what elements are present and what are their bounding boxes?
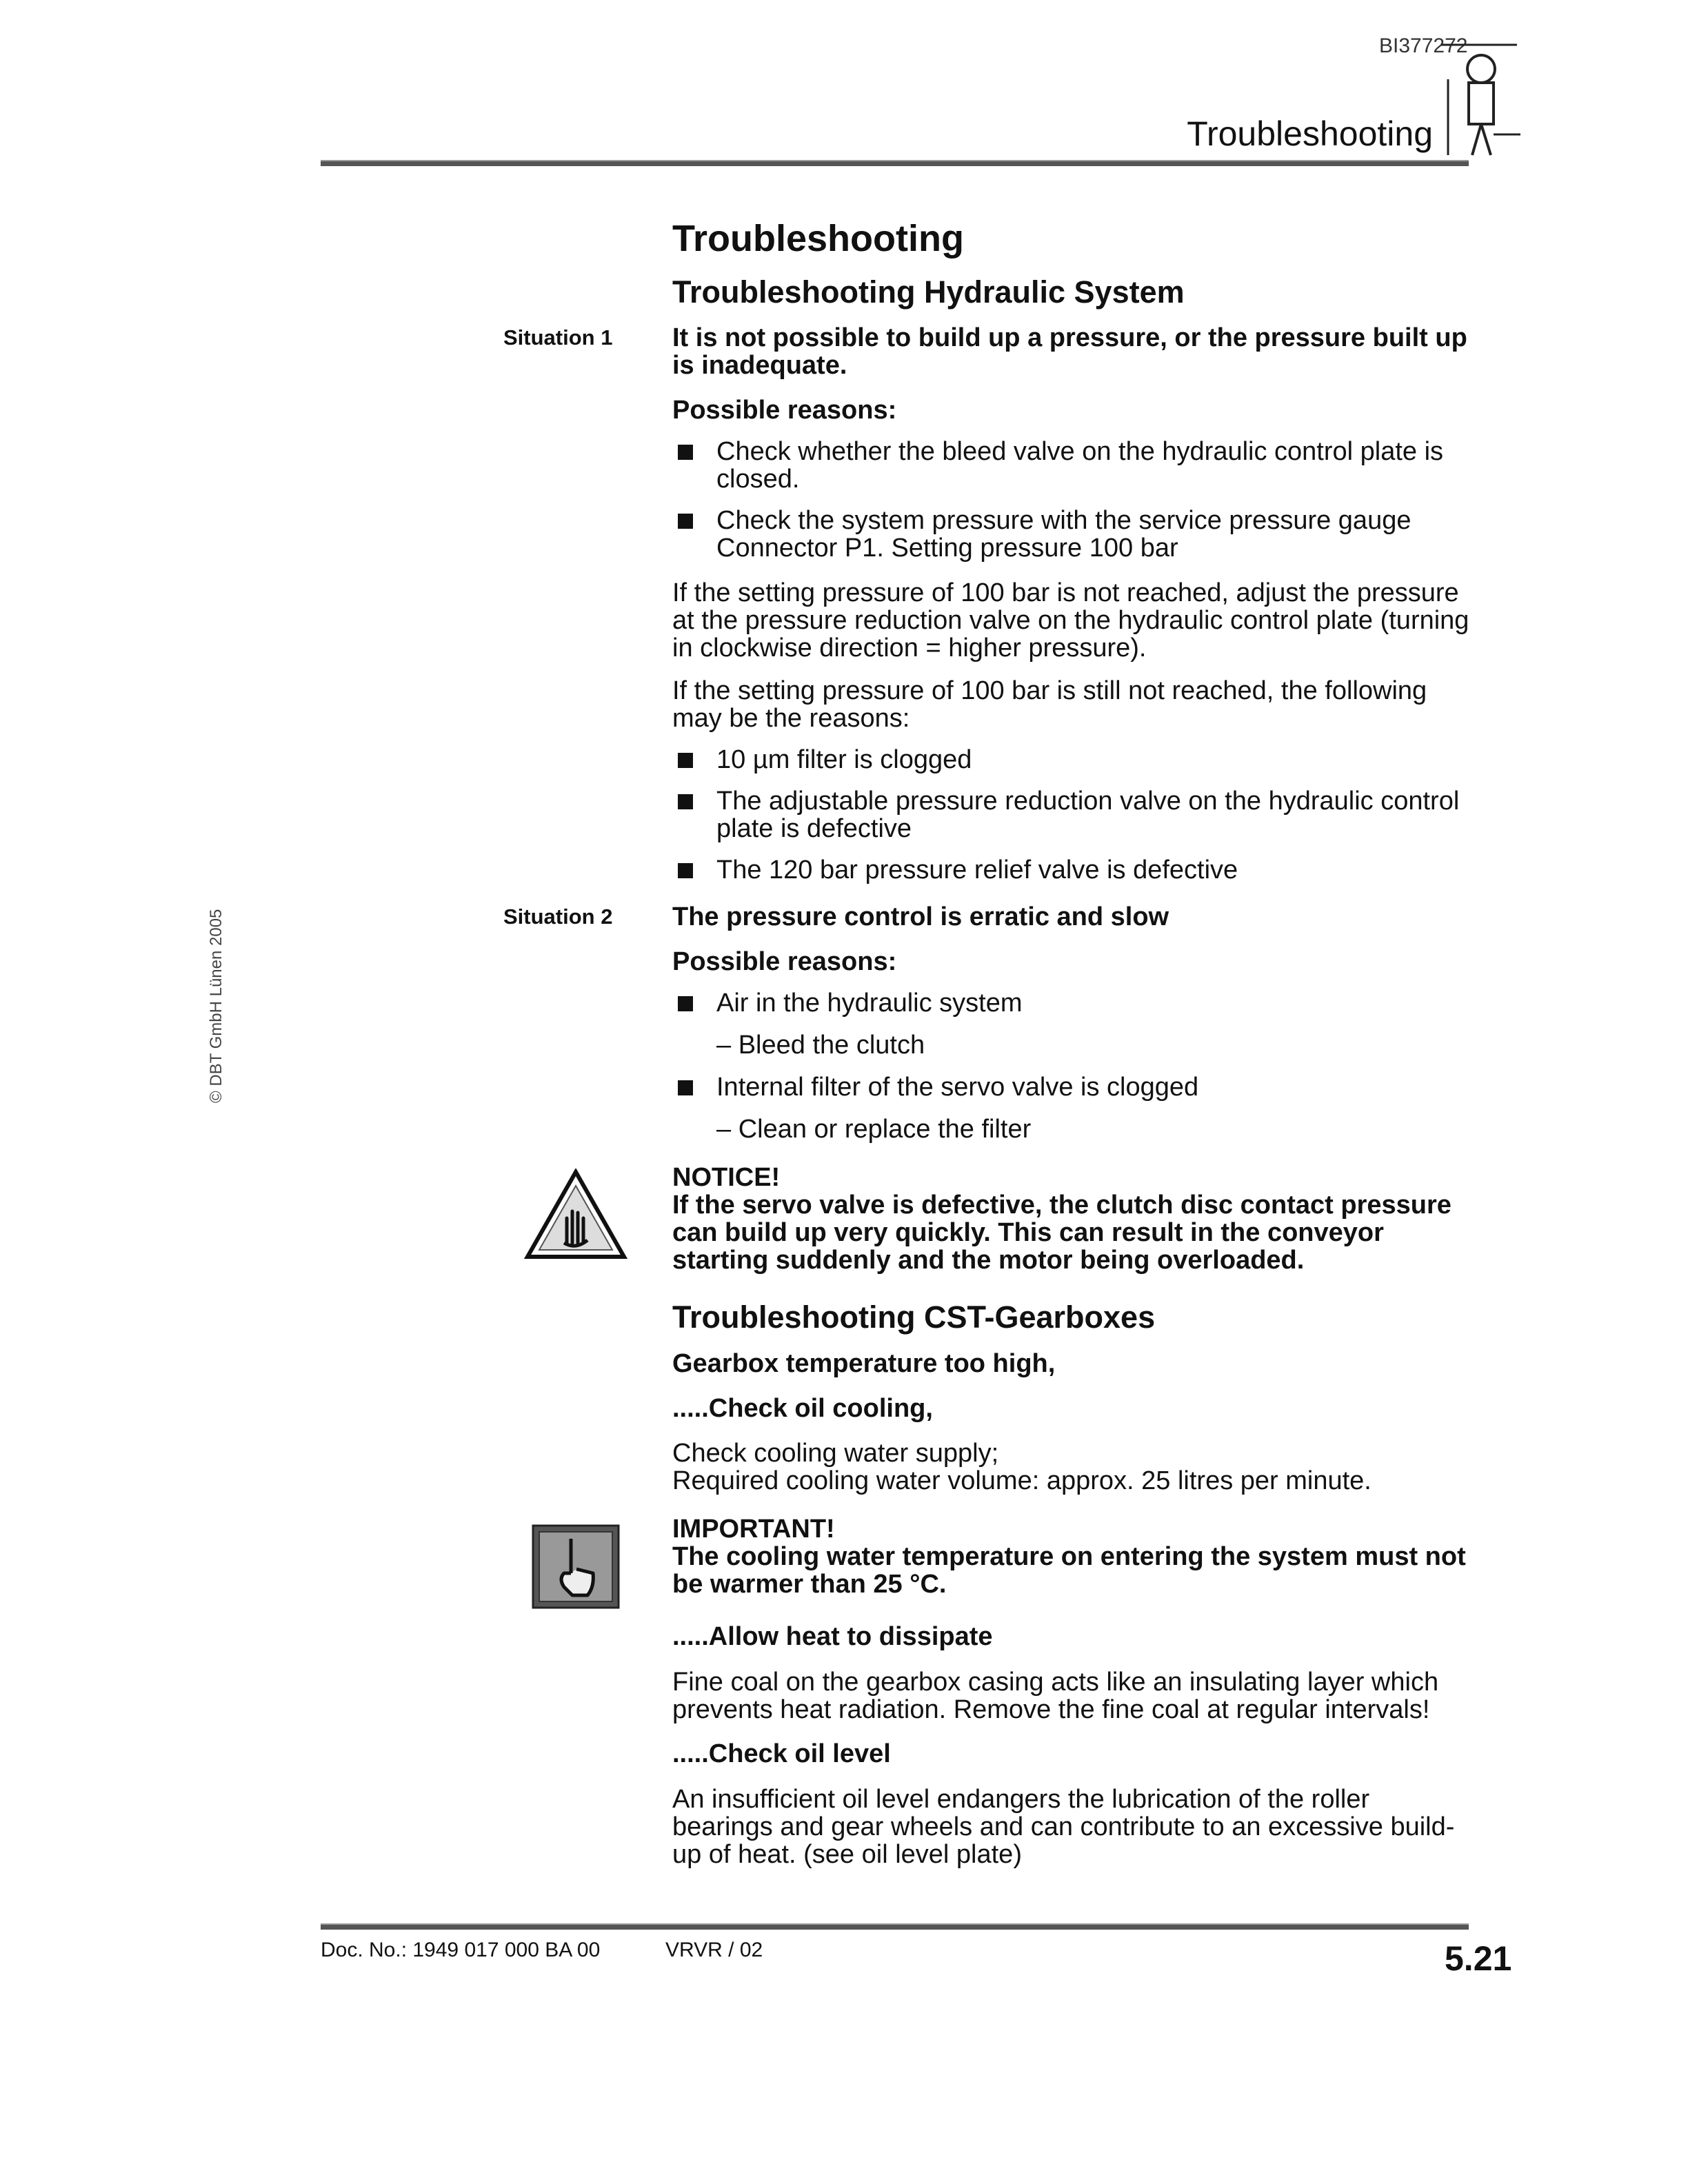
copyright-sidebar: © DBT GmbH Lünen 2005 — [207, 909, 225, 1103]
version: VRVR / 02 — [665, 1939, 763, 1961]
bullet-square-icon — [678, 445, 693, 460]
bullet-square-icon — [678, 996, 693, 1011]
list-item — [672, 1073, 1472, 1101]
list-item-text: The adjustable pressure reduction valve on the hydraulic control plate is defective — [716, 787, 1460, 843]
oil-cooling-heading: .....Check oil cooling, — [672, 1394, 933, 1423]
list-item — [672, 787, 1472, 842]
list-item — [672, 507, 1472, 562]
situation-2-bullet-1 — [672, 989, 1472, 1031]
oil-level-heading: .....Check oil level — [672, 1739, 891, 1768]
list-item — [672, 746, 1472, 774]
situation-2-reasons-heading: Possible reasons: — [672, 947, 897, 976]
bullet-square-icon — [678, 794, 693, 809]
situation-2-problem: The pressure control is erratic and slow — [672, 902, 1169, 931]
heat-heading: .....Allow heat to dissipate — [672, 1622, 993, 1651]
section-heading-gearbox: Troubleshooting CST-Gearboxes — [672, 1300, 1156, 1335]
bullet-square-icon — [678, 753, 693, 768]
list-item-text: Check the system pressure with the service pressure gauge Connector P1. Setting pressure 100 bar — [716, 506, 1411, 563]
oil-level-text: An insufficient oil level endangers the lubrication of the roller bearings and gear wheels and can contribute to an excessive build-up of heat. (see oil level plate) — [672, 1785, 1455, 1869]
notice-text: If the servo valve is defective, the clutch disc contact pressure can build up very quickly. This can result in the conveyor starting suddenly and the motor being overloaded. — [672, 1191, 1451, 1275]
warning-hand-icon — [524, 1169, 627, 1265]
situation-1-problem: It is not possible to build up a pressure, or the pressure built up is inadequate. — [672, 323, 1467, 380]
situation-1-paragraph-2: If the setting pressure of 100 bar is still not reached, the following may be the reasons: — [672, 676, 1427, 733]
situation-1-bullets-2 — [672, 746, 1472, 898]
page-number: 5.21 — [1445, 1939, 1512, 1978]
list-item-text: 10 µm filter is clogged — [716, 745, 972, 774]
notice-title: NOTICE! — [672, 1163, 781, 1192]
situation-1-paragraph-1: If the setting pressure of 100 bar is not reached, adjust the pressure at the pressure reduction valve on the hydraulic control plate (turning in clockwise direction = higher pressure). — [672, 578, 1469, 663]
situation-1-reasons-heading: Possible reasons: — [672, 396, 897, 425]
list-item — [672, 438, 1472, 493]
list-item-text: Internal filter of the servo valve is clogged — [716, 1073, 1199, 1102]
footer-rule — [321, 1923, 1469, 1930]
situation-1-bullets — [672, 438, 1472, 576]
header-rule — [321, 160, 1469, 166]
cooling-line-2: Required cooling water volume: approx. 25 litres per minute. — [672, 1466, 1372, 1495]
list-item — [672, 989, 1472, 1017]
bullet-square-icon — [678, 1080, 693, 1095]
bullet-square-icon — [678, 863, 693, 878]
doc-number: Doc. No.: 1949 017 000 BA 00 — [321, 1939, 601, 1961]
bullet-square-icon — [678, 514, 693, 529]
cooling-line-1: Check cooling water supply; — [672, 1439, 999, 1468]
section-heading-hydraulic: Troubleshooting Hydraulic System — [672, 274, 1185, 310]
list-item-text: The 120 bar pressure relief valve is defective — [716, 856, 1238, 884]
situation-2-bullet-2 — [672, 1073, 1472, 1115]
heat-text: Fine coal on the gearbox casing acts like an insulating layer which prevents heat radiation. Remove the fine coal at regular intervals! — [672, 1668, 1439, 1724]
mechanic-logo-icon — [1441, 38, 1524, 165]
situation-1-label: Situation 1 — [503, 325, 613, 350]
pointing-hand-icon — [531, 1524, 621, 1613]
document-code: BI377272 — [1379, 34, 1468, 57]
situation-2-dash-2: – Clean or replace the filter — [716, 1115, 1032, 1144]
important-text: The cooling water temperature on entering the system must not be warmer than 25 °C. — [672, 1542, 1466, 1599]
list-item — [672, 856, 1472, 884]
situation-2-dash-1: – Bleed the clutch — [716, 1031, 925, 1060]
header-title: Troubleshooting — [1187, 114, 1433, 153]
situation-2-label: Situation 2 — [503, 904, 613, 929]
important-title: IMPORTANT! — [672, 1515, 835, 1544]
page-title: Troubleshooting — [672, 218, 964, 259]
list-item-text: Air in the hydraulic system — [716, 989, 1023, 1018]
list-item-text: Check whether the bleed valve on the hydraulic control plate is closed. — [716, 437, 1444, 494]
gearbox-temp-heading: Gearbox temperature too high, — [672, 1349, 1056, 1378]
